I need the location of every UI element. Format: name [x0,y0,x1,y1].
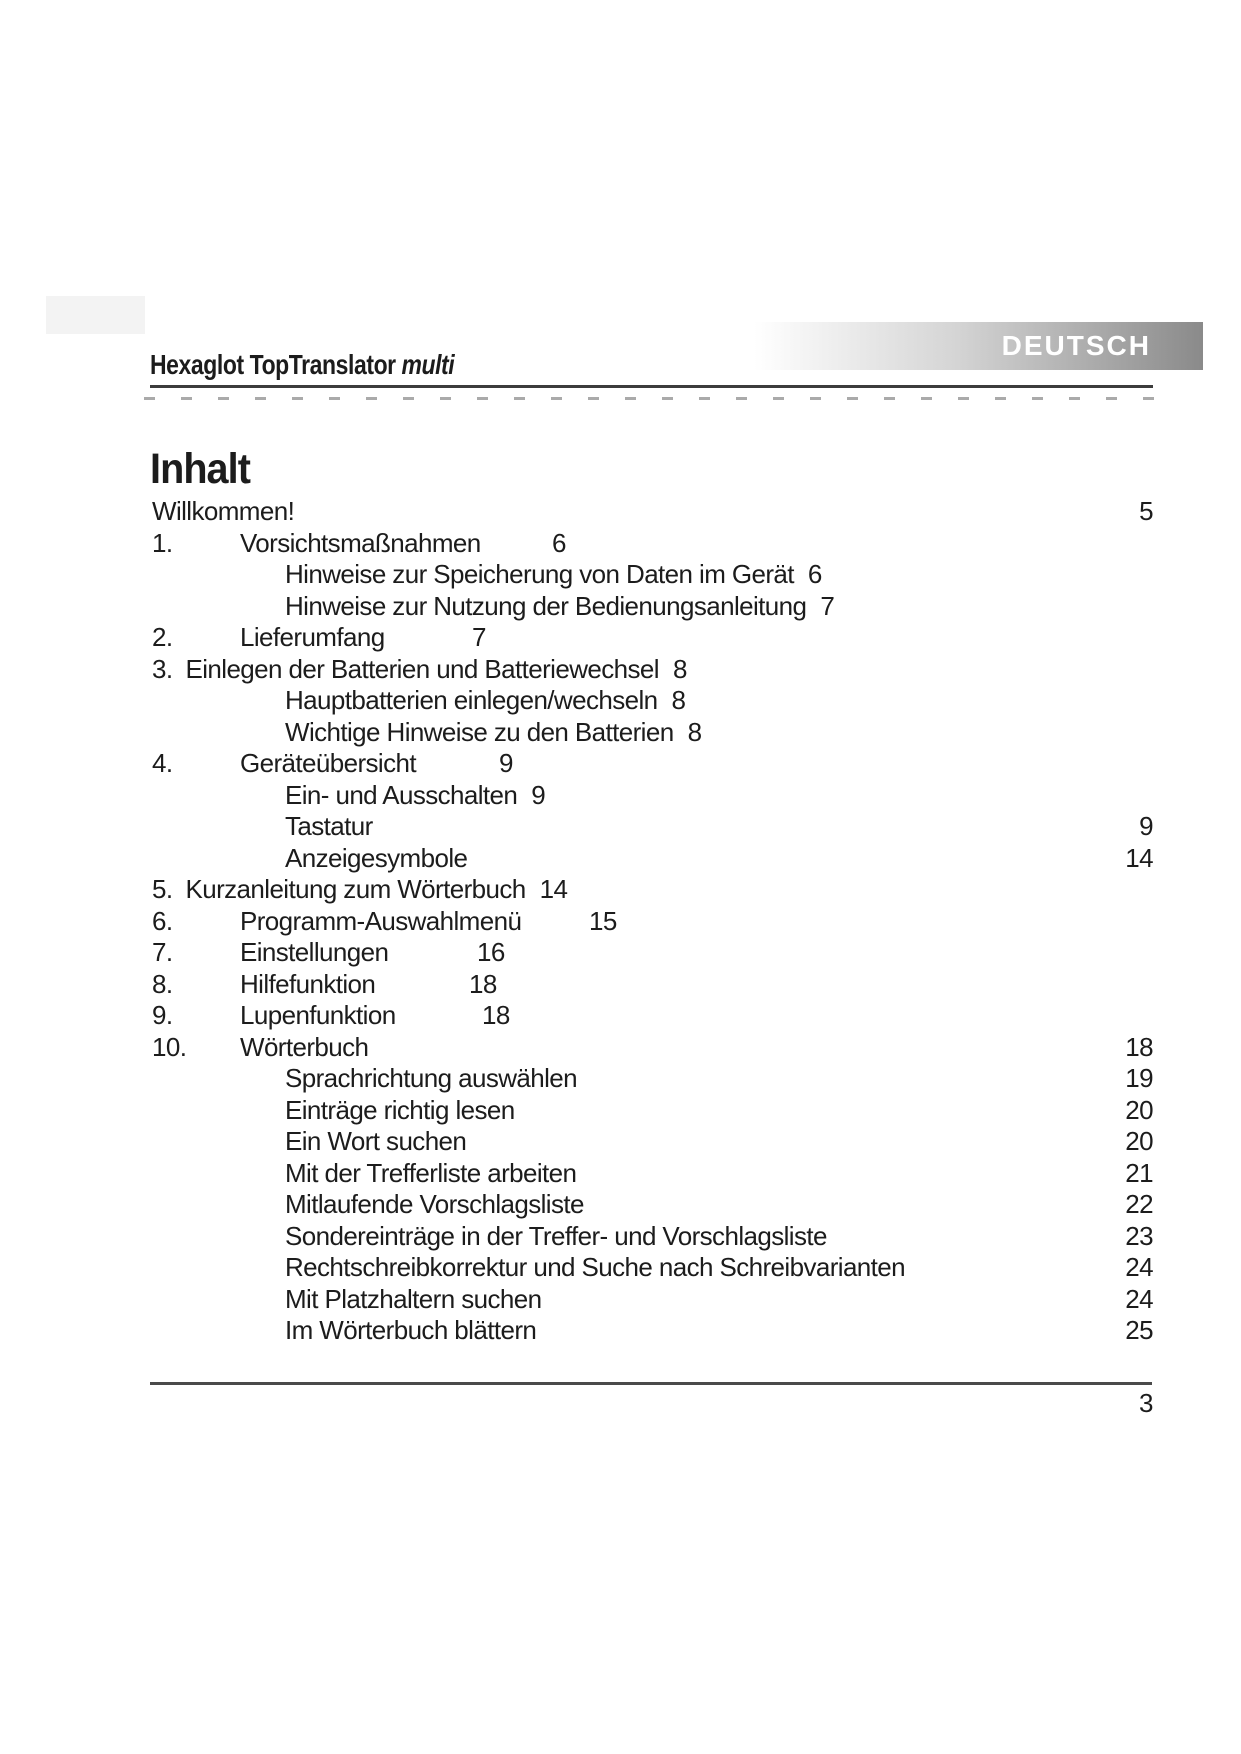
toc-entry [152,528,1153,560]
toc-entry-label: Hinweise zur Speicherung von Daten im Gerät [285,559,794,589]
toc-entry-page-number: 18 [482,1000,510,1030]
toc-entry-page-number: 23 [1125,1220,1153,1251]
toc-entry-label: Kurzanleitung zum Wörterbuch [185,874,526,904]
toc-entry [152,1000,1153,1032]
header-title-main: Hexaglot TopTranslator [150,349,396,380]
toc-entry-label: Hauptbatterien einlegen/wechseln [285,685,658,715]
toc-entry [152,654,1153,686]
toc-entry [152,1063,1153,1095]
toc-entry-number: 9. [152,1000,173,1030]
toc-entry-page-number: 8 [687,716,702,747]
header-rule [150,385,1153,388]
toc-entry-label: Geräteübersicht [240,748,416,778]
toc-entry [152,559,1153,591]
toc-entry [152,969,1153,1001]
toc-entry-label: Programm-Auswahlmenü [240,905,522,936]
language-banner-label: DEUTSCH [1001,330,1151,361]
toc-entry [152,843,1153,875]
toc-entry-label: Tastatur [285,811,373,841]
toc-entry-page-number: 14 [539,874,568,904]
toc-entry-number: 5. [152,874,173,904]
toc-entry-number: 7. [152,937,173,967]
toc-entry-page-number: 14 [1125,842,1153,873]
toc-entry-page-number: 6 [552,527,566,558]
toc-entry-page-number: 19 [1125,1063,1153,1093]
table-of-contents [152,496,1153,1347]
toc-entry-label: Rechtschreibkorrektur und Suche nach Schreibvarianten [285,1252,906,1282]
toc-entry-page-number: 24 [1125,1252,1153,1282]
toc-entry-number: 6. [152,905,173,936]
toc-entry-label: Einträge richtig lesen [285,1094,515,1125]
toc-entry-page-number: 9 [499,748,513,778]
toc-entry [152,811,1153,843]
toc-entry [152,937,1153,969]
toc-entry-label: Sondereinträge in der Treffer- und Vorschlagsliste [285,1220,827,1251]
toc-entry [152,1158,1153,1190]
toc-entry [152,1252,1153,1284]
scan-artifact-shade [46,296,145,334]
toc-entry-label: Mit der Trefferliste arbeiten [285,1157,577,1188]
toc-entry-page-number: 7 [820,590,835,621]
toc-entry-label: Lupenfunktion [240,1000,396,1030]
toc-entry-number: 1. [152,527,173,558]
toc-entry-number: 4. [152,748,173,778]
toc-entry-label: Mitlaufende Vorschlagsliste [285,1189,584,1219]
toc-entry-number: 3. [152,653,173,684]
toc-entry-number: 8. [152,968,173,999]
toc-entry-number: 2. [152,622,173,652]
toc-entry-page-number: 5 [1139,496,1153,526]
toc-entry-page-number: 9 [531,779,546,810]
header-title-product-variant: multi [401,349,455,380]
toc-entry-page-number: 7 [472,622,486,652]
toc-entry-label: Im Wörterbuch blättern [285,1315,537,1345]
toc-entry-label: Vorsichtsmaßnahmen [240,527,481,558]
toc-entry-page-number: 8 [671,685,686,715]
toc-entry-label: Einlegen der Batterien und Batteriewechsel [185,653,659,684]
toc-entry-label: Mit Platzhaltern suchen [285,1283,542,1314]
toc-entry-label: Hilfefunktion [240,968,376,999]
toc-entry-label: Wörterbuch [240,1031,369,1062]
toc-entry [152,748,1153,780]
document-header-title [150,349,454,381]
toc-entry [152,1221,1153,1253]
toc-entry-label: Wichtige Hinweise zu den Batterien [285,716,674,747]
toc-entry-label: Willkommen! [152,496,295,526]
toc-entry-label: Einstellungen [240,937,389,967]
toc-entry-page-number: 8 [672,653,687,684]
language-banner [754,322,1203,370]
footer-page-number: 3 [1139,1388,1153,1418]
header-dashed-rule [144,397,1160,400]
toc-entry-label: Anzeigesymbole [285,842,468,873]
toc-entry-label: Hinweise zur Nutzung der Bedienungsanleitung [285,590,807,621]
toc-entry-page-number: 18 [1125,1031,1153,1062]
toc-entry-label: Ein- und Ausschalten [285,779,518,810]
toc-entry-page-number: 9 [1139,811,1153,841]
toc-entry-page-number: 16 [477,937,505,967]
toc-entry-page-number: 6 [807,559,822,589]
toc-entry-page-number: 15 [589,905,617,936]
toc-entry-page-number: 24 [1125,1283,1153,1314]
toc-entry [152,1189,1153,1221]
toc-entry [152,717,1153,749]
toc-entry-page-number: 21 [1125,1157,1153,1188]
toc-entry [152,1126,1153,1158]
toc-entry-page-number: 22 [1125,1189,1153,1219]
toc-entry-number: 10. [152,1031,187,1062]
toc-entry-page-number: 20 [1125,1126,1153,1156]
toc-entry [152,622,1153,654]
toc-entry-page-number: 18 [469,968,497,999]
toc-entry-label: Lieferumfang [240,622,385,652]
toc-entry [152,591,1153,623]
footer-rule [150,1382,1152,1385]
toc-entry [152,874,1153,906]
toc-entry-label: Sprachrichtung auswählen [285,1063,578,1093]
toc-entry-page-number: 25 [1125,1315,1153,1345]
toc-entry [152,780,1153,812]
page-title: Inhalt [150,445,250,493]
toc-entry [152,1284,1153,1316]
toc-entry-page-number: 20 [1125,1094,1153,1125]
toc-entry [152,1032,1153,1064]
toc-entry [152,496,1153,528]
toc-entry [152,1095,1153,1127]
toc-entry [152,906,1153,938]
toc-entry [152,1315,1153,1347]
toc-entry-label: Ein Wort suchen [285,1126,467,1156]
toc-entry [152,685,1153,717]
